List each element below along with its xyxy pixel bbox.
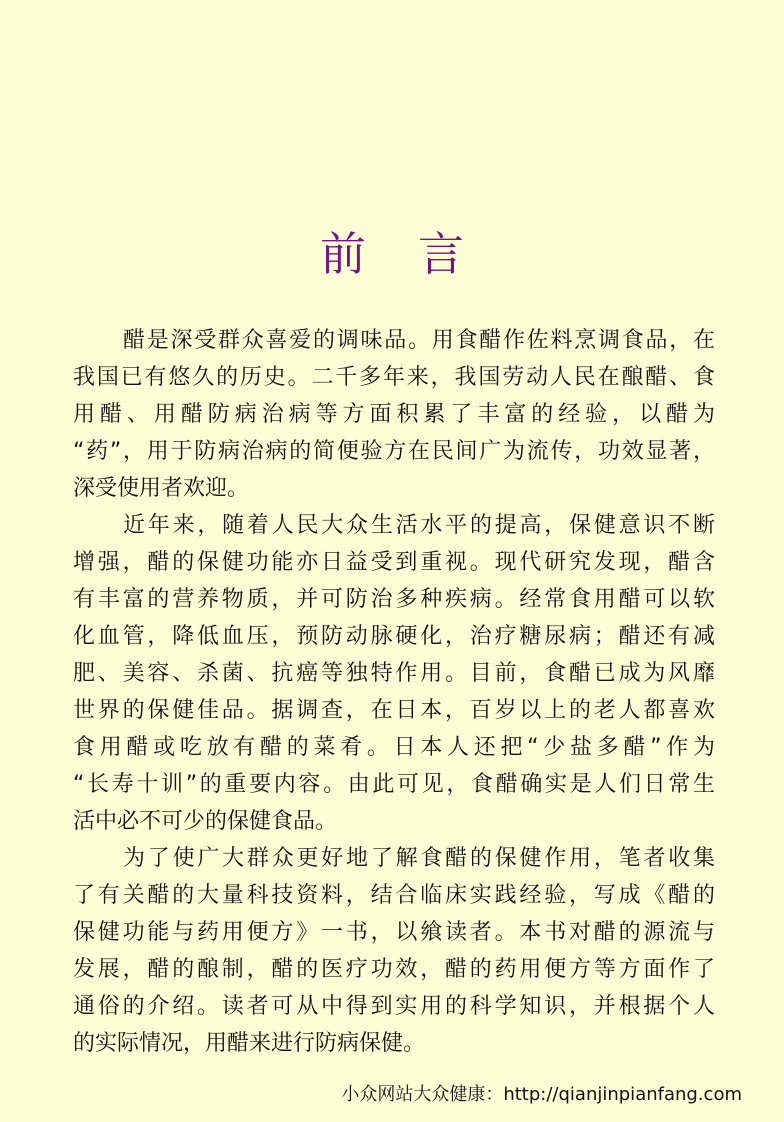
paragraph-line: 发展，醋的酿制，醋的医疗功效，醋的药用便方等方面作了 — [73, 957, 715, 982]
paragraph-line: 为了使广大群众更好地了解食醋的保健作用，笔者收集 — [123, 846, 715, 871]
preface-body — [73, 322, 715, 1062]
page-title: 前言 — [320, 227, 516, 281]
paragraph-line: 保健功能与药用便方》一书，以飨读者。本书对醋的源流与 — [73, 920, 715, 945]
paragraph-line: 深受使用者欢迎。 — [73, 476, 250, 501]
paragraph-line: 通俗的介绍。读者可从中得到实用的科学知识，并根据个人 — [73, 994, 715, 1019]
paragraph-line: 增强，醋的保健功能亦日益受到重视。现代研究发现，醋含 — [73, 550, 715, 575]
paragraph-line: 近年来，随着人民大众生活水平的提高，保健意识不断 — [123, 513, 715, 538]
paragraph-line: 肥、美容、杀菌、抗癌等独特作用。目前，食醋已成为风靡 — [73, 661, 715, 686]
paragraph-line: 了有关醋的大量科技资料，结合临床实践经验，写成《醋的 — [73, 883, 715, 908]
paragraph-line: 醋是深受群众喜爱的调味品。用食醋作佐料烹调食品，在 — [123, 328, 715, 353]
paragraph-line: 有丰富的营养物质，并可防治多种疾病。经常食用醋可以软 — [73, 587, 715, 612]
paragraph-line: 食用醋或吃放有醋的菜肴。日本人还把“少盐多醋”作为 — [73, 735, 715, 760]
paragraph-line: 世界的保健佳品。据调查，在日本，百岁以上的老人都喜欢 — [73, 698, 715, 723]
footer-url: 小众网站大众健康：http://qianjinpianfang.com — [341, 1084, 742, 1105]
paragraph-line: 我国已有悠久的历史。二千多年来，我国劳动人民在酿醋、食 — [73, 365, 715, 390]
paragraph-line: 的实际情况，用醋来进行防病保健。 — [73, 1031, 426, 1056]
paragraph-line: “长寿十训”的重要内容。由此可见，食醋确实是人们日常生 — [73, 772, 715, 797]
paragraph-line: 活中必不可少的保健食品。 — [73, 809, 338, 834]
paragraph-line: 化血管，降低血压，预防动脉硬化，治疗糖尿病；醋还有减 — [73, 624, 715, 649]
paragraph-line: “药”，用于防病治病的简便验方在民间广为流传，功效显著， — [73, 439, 715, 464]
paragraph-line: 用醋、用醋防病治病等方面积累了丰富的经验，以醋为 — [73, 402, 715, 427]
